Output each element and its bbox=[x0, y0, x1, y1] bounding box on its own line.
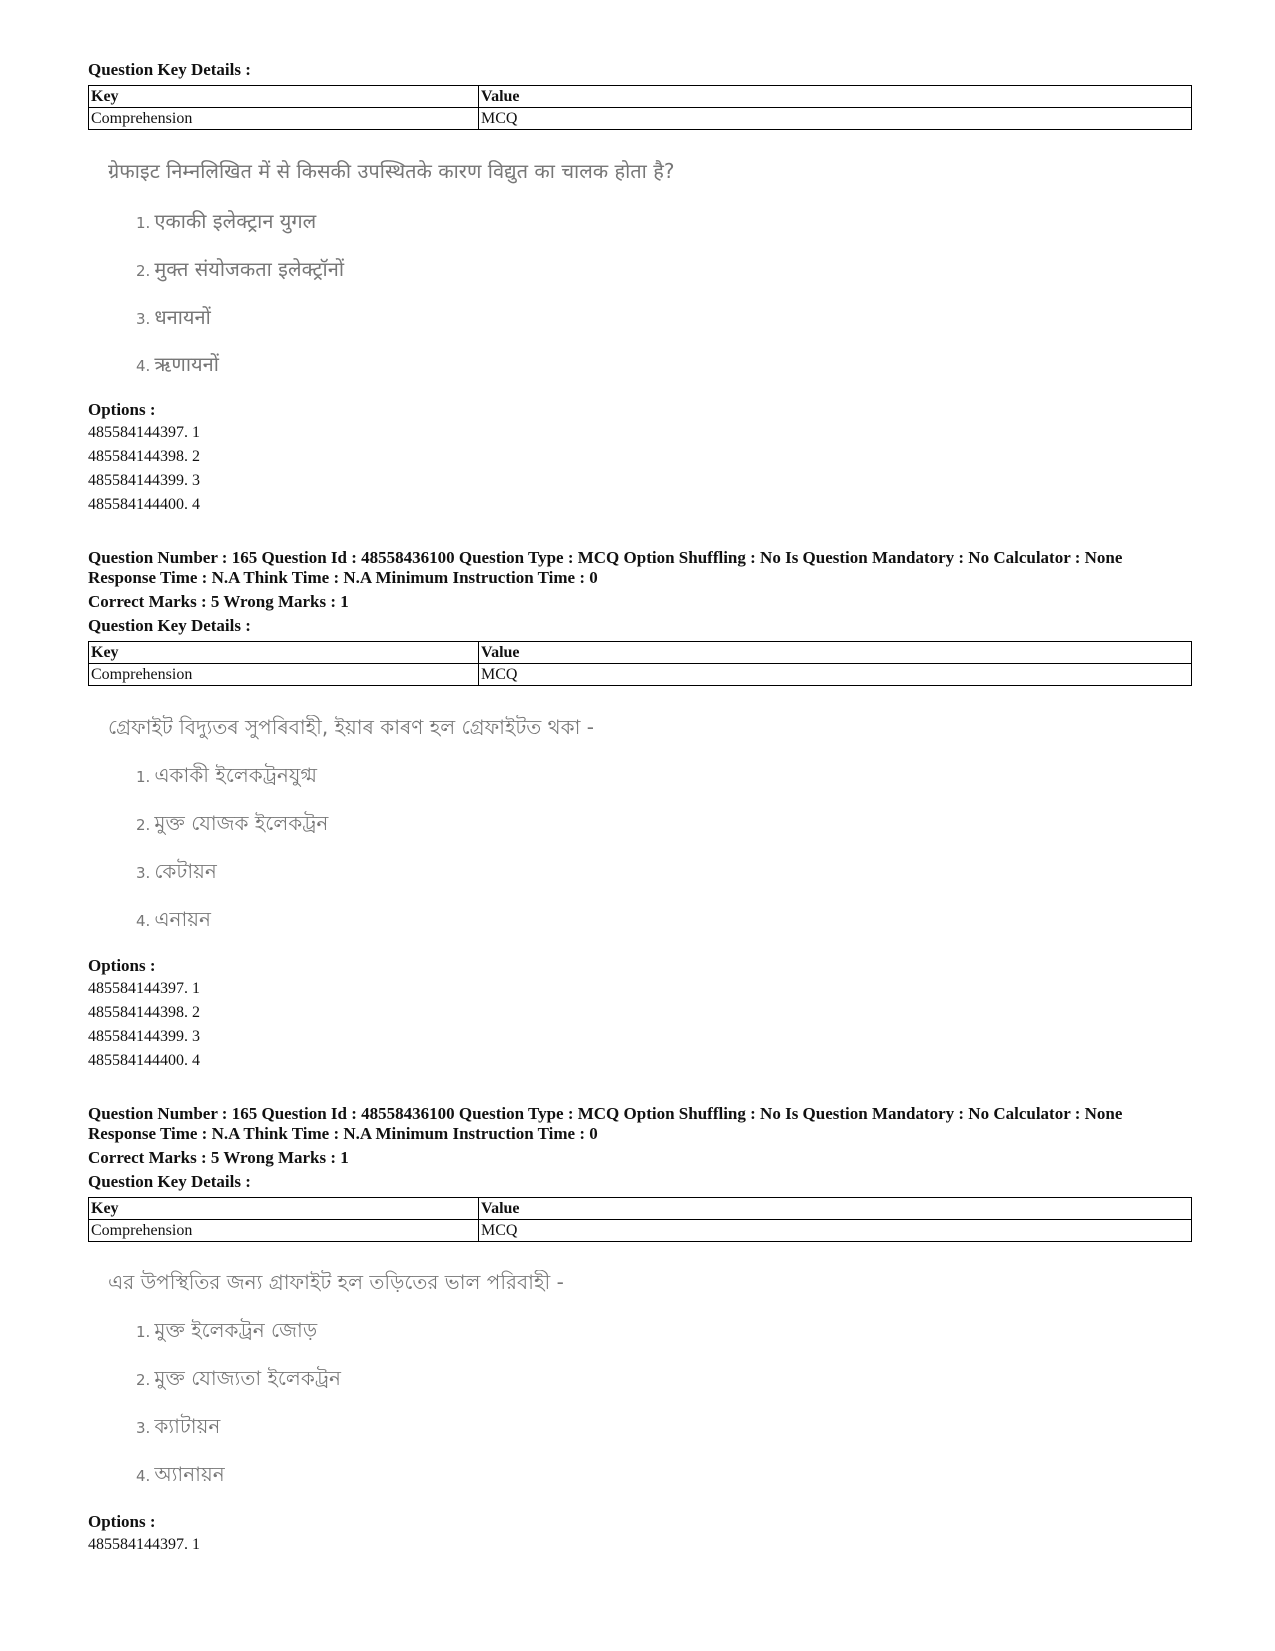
option-text: অ্যানায়ন bbox=[154, 1462, 225, 1486]
key-details-table bbox=[88, 1197, 1192, 1242]
table-header-row bbox=[89, 86, 1192, 108]
table-header-row bbox=[89, 1198, 1192, 1220]
options-label: Options : bbox=[88, 400, 156, 419]
option-number: 4. bbox=[136, 912, 151, 930]
table-row bbox=[89, 664, 1192, 686]
option-number: 4. bbox=[136, 357, 151, 375]
question-option bbox=[136, 1460, 225, 1493]
option-text: धनायनों bbox=[154, 305, 211, 329]
question-option bbox=[136, 761, 317, 794]
table-header-row bbox=[89, 642, 1192, 664]
question-option bbox=[136, 255, 344, 282]
table-cell-value: MCQ bbox=[479, 108, 1192, 130]
question-text: গ্ৰেফাইট বিদ্যুতৰ সুপৰিবাহী, ইয়াৰ কাৰণ হল গ্ৰেফাইটত থকা - bbox=[108, 715, 594, 739]
option-text: ऋणायनों bbox=[154, 352, 219, 376]
question-option bbox=[136, 1412, 220, 1445]
table-row bbox=[89, 108, 1192, 130]
question-image bbox=[88, 157, 788, 387]
option-number: 3. bbox=[136, 864, 151, 882]
option-text: मुक्त संयोजकता इलेक्ट्रॉनों bbox=[154, 257, 345, 281]
option-text: একাকী ইলেকট্ৰনযুগ্ম bbox=[154, 763, 318, 787]
key-details-table bbox=[88, 85, 1192, 130]
question-option bbox=[136, 905, 211, 938]
option-item: 485584144397. 1 bbox=[88, 980, 200, 997]
question-header-line: Question Number : 165 Question Id : 48558436100 Question Type : MCQ Option Shuffling : No Is Question Mandatory : No Calculator : None bbox=[88, 548, 1123, 567]
key-details-label: Question Key Details : bbox=[88, 616, 251, 635]
question-option bbox=[136, 857, 217, 890]
question-option bbox=[136, 1316, 317, 1349]
option-number: 3. bbox=[136, 310, 151, 328]
question-option bbox=[136, 207, 316, 234]
question-image bbox=[88, 713, 788, 943]
table-cell-key: Comprehension bbox=[89, 664, 479, 686]
column-header-key: Key bbox=[89, 1198, 479, 1220]
option-item: 485584144397. 1 bbox=[88, 424, 200, 441]
key-details-table bbox=[88, 641, 1192, 686]
column-header-value: Value bbox=[479, 86, 1192, 108]
question-option bbox=[136, 1364, 341, 1397]
question-option bbox=[136, 350, 219, 377]
question-text: এর উপস্থিতির জন্য গ্রাফাইট হল তড়িতের ভাল পরিবাহী - bbox=[108, 1270, 564, 1294]
table-cell-key: Comprehension bbox=[89, 1220, 479, 1242]
question-image bbox=[88, 1268, 788, 1498]
option-number: 2. bbox=[136, 1371, 151, 1389]
options-label: Options : bbox=[88, 1512, 156, 1531]
option-number: 3. bbox=[136, 1419, 151, 1437]
option-item: 485584144399. 3 bbox=[88, 1028, 200, 1045]
option-number: 2. bbox=[136, 262, 151, 280]
marks-line: Correct Marks : 5 Wrong Marks : 1 bbox=[88, 592, 349, 611]
option-number: 1. bbox=[136, 768, 151, 786]
option-text: ক্যাটায়ন bbox=[154, 1414, 221, 1438]
option-item: 485584144398. 2 bbox=[88, 448, 200, 465]
column-header-key: Key bbox=[89, 86, 479, 108]
column-header-value: Value bbox=[479, 1198, 1192, 1220]
option-number: 4. bbox=[136, 1467, 151, 1485]
option-number: 1. bbox=[136, 1323, 151, 1341]
option-item: 485584144399. 3 bbox=[88, 472, 200, 489]
column-header-key: Key bbox=[89, 642, 479, 664]
marks-line: Correct Marks : 5 Wrong Marks : 1 bbox=[88, 1148, 349, 1167]
option-number: 2. bbox=[136, 816, 151, 834]
key-details-label: Question Key Details : bbox=[88, 1172, 251, 1191]
question-option bbox=[136, 303, 211, 330]
option-text: কেটায়ন bbox=[154, 859, 217, 883]
option-number: 1. bbox=[136, 214, 151, 232]
option-text: মুক্ত যোজ্যতা ইলেকট্রন bbox=[154, 1366, 341, 1390]
option-item: 485584144398. 2 bbox=[88, 1004, 200, 1021]
key-details-label: Question Key Details : bbox=[88, 60, 251, 79]
column-header-value: Value bbox=[479, 642, 1192, 664]
question-text: ग्रेफाइट निम्नलिखित में से किसकी उपस्थितके कारण विद्युत का चालक होता है? bbox=[108, 159, 675, 183]
option-text: এনায়ন bbox=[154, 907, 211, 931]
question-timing-line: Response Time : N.A Think Time : N.A Minimum Instruction Time : 0 bbox=[88, 568, 598, 587]
option-item: 485584144397. 1 bbox=[88, 1536, 200, 1553]
table-cell-value: MCQ bbox=[479, 1220, 1192, 1242]
option-item: 485584144400. 4 bbox=[88, 1052, 200, 1069]
option-text: মুক্ত যোজক ইলেকট্ৰন bbox=[154, 811, 329, 835]
table-cell-value: MCQ bbox=[479, 664, 1192, 686]
option-text: एकाकी इलेक्ट्रान युगल bbox=[154, 209, 317, 233]
question-header-line: Question Number : 165 Question Id : 48558436100 Question Type : MCQ Option Shuffling : No Is Question Mandatory : No Calculator : None bbox=[88, 1104, 1123, 1123]
table-cell-key: Comprehension bbox=[89, 108, 479, 130]
question-option bbox=[136, 809, 328, 842]
options-label: Options : bbox=[88, 956, 156, 975]
question-timing-line: Response Time : N.A Think Time : N.A Minimum Instruction Time : 0 bbox=[88, 1124, 598, 1143]
option-text: মুক্ত ইলেকট্রন জোড় bbox=[154, 1318, 318, 1342]
option-item: 485584144400. 4 bbox=[88, 496, 200, 513]
table-row bbox=[89, 1220, 1192, 1242]
